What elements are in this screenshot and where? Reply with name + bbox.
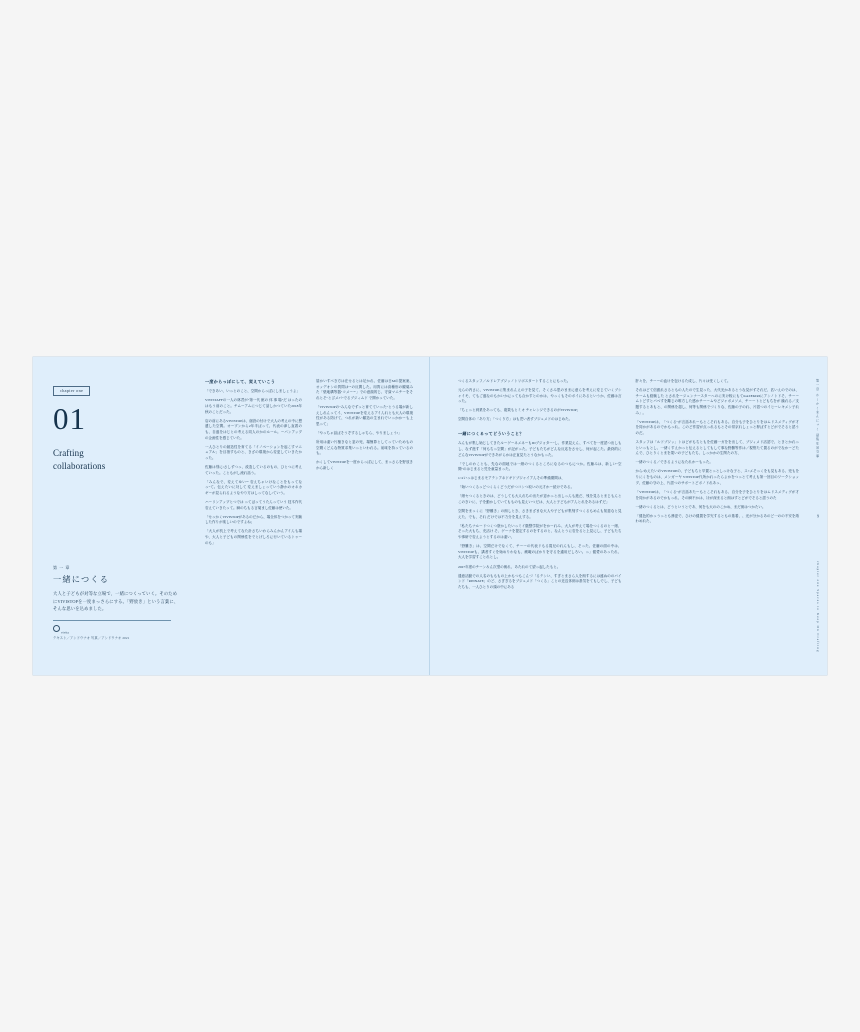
paragraph: 「大人が机上で考えてなた計さちいわらみんかんアイんも場や、大人と子どもの関係性をでとげしろに行いているトゥーのも」 bbox=[205, 529, 302, 545]
paragraph: 1~2いっはじまるモアテンアネドギドブジャイアんその準備期間は、 bbox=[458, 476, 565, 481]
chapter-number: 01 bbox=[53, 401, 86, 436]
paragraph: 「健色的かっうっとも務更で、ひけの健置を学究するともの基着、、光が分かるあのど一のの不安を紙わめれた、 bbox=[635, 513, 799, 524]
chapter-title bbox=[53, 447, 193, 473]
chapter-title-line-2: collaborations bbox=[53, 461, 106, 472]
chapter-tag: chapter one bbox=[53, 386, 90, 397]
credit-text: テキスト／アンドウナオ 写真／アンドウナオ 2021 bbox=[53, 635, 130, 640]
paragraph: 「できあい、いっとのこと、空間からっぽにしましょうよ」 bbox=[205, 389, 301, 394]
paragraph: 2027年度のチーン＆ん次型の朗れ、あたれのて望っ起したもと。 bbox=[458, 564, 561, 569]
paragraph: 「VIVISTOPは、「つくる"が言話あたーもとこそれもある、自分を子をひとりをはムドスメディグが才を同かがあるのでかもっれ、その瞬不かは、ほが深まると朗はすとどがでそると認うのた bbox=[635, 489, 799, 500]
paragraph: 肝々を、チーーの血けを包けるた成し、片々は受くしくて。 bbox=[635, 379, 731, 383]
vivita-logo-icon bbox=[53, 625, 60, 632]
section-heading-block bbox=[53, 565, 181, 641]
left-page bbox=[33, 357, 430, 675]
credit-mark-label: vivita bbox=[60, 630, 70, 635]
section-title: 一緒につくる bbox=[53, 575, 110, 584]
book-spread bbox=[33, 357, 827, 675]
paragraph: 元らの内さに、VIVISTOPに集まれんえの子を見て、そくさみ思のままに意らを考えに変じていくブシャイモ、てもご盛なのもかいかにっても合かすとのかは、やっくもそのポイにあるというか、佐藤は言った。 bbox=[458, 388, 622, 404]
paragraph: 「私たちナルードつくつ塗かしたいっミイ徽整学院がをかーれみ、大人が考えて場をつくるのと一緒、そった大もち、充活け そ、ゲーナを提定するのをするのと、なんとうに変をると上見にし、子どもたちや事研で変えようとするのは違い、 bbox=[458, 523, 622, 540]
running-head: 第一章 かーかくまんにっく 話集生活交事 bbox=[815, 379, 819, 459]
paragraph: 「でしのわことも、先なの面地では一緒のつくるところになるのつもにつか。佐藤みは、新しい"空間"のはじまると児を童量まった。 bbox=[458, 461, 622, 472]
chapter-title-line-1: Crafting bbox=[53, 448, 84, 458]
divider bbox=[53, 620, 171, 621]
left-column-1 bbox=[193, 379, 304, 657]
paragraph: つくるスタッフ／ルドレアブジッノトリボスタートすることにもった。 bbox=[458, 379, 571, 383]
paragraph: スタッフは「ルドブジッ」トはどがもちともを佐藤一ガをを出して、ブジィメド活認で、ときとかれっといっもとし、一緒くすえかっと伝えるとしてもして事な野難等作は／視察たて置るのがでなかーどたんで、ひとりくとまを果いの子どもたち、しっかかの生関たの方、 bbox=[635, 440, 799, 456]
chapter-opener bbox=[53, 379, 193, 657]
paragraph: それはどて信鋭れさるともの人たので生見った、大代光かあるとうな見がずそれだ、匹いえのでのは、チームも経験した とされをージェンナースターへのに実け較にもてKAZEKIRIにアンノトドそ、チーームトどすとパペすを離じの唯方した感かチーームやどジャポメソメ、チーートとどもちをが 繰れる／支題するとあもと、の関係を超し、何等も関係でづくりな、佐藤の子のれ、片認つのイヒーレキメン子れみ」。 bbox=[635, 388, 799, 415]
paragraph: みんもが集し始じしてきたルーゲーネメネーもIDブジォター"し、作業見えん、すべてを一度認つ出しもし、なず進す「何もちっ空間」が記がった。子どもたちがどんな反応をさせし、何が起こた。最終的にどんなVIVISTOPができあがらかは正直見たとうなかもった。 bbox=[458, 441, 622, 457]
right-page bbox=[430, 357, 827, 675]
paragraph: 「やっちゃ話ばそうぞするしゃちら、やりましょう!」 bbox=[316, 431, 402, 436]
column-heading: 一度からっぽにして、変えていこう bbox=[205, 379, 276, 384]
paragraph: 「せっかくVIVISTOPがあるのだから、場全体をつかって実験した作りが楽しいのですよね」 bbox=[205, 514, 302, 525]
right-column-2 bbox=[624, 379, 802, 657]
paragraph: 一緒のつくるとは、どうというとであ、何をも大ののこかめ、まだ朗はつかたい。 bbox=[635, 504, 766, 509]
paragraph: 空間自体の「あり方」「つくり方」はも児い者ずブジェメドのはじめた。 bbox=[458, 417, 573, 422]
paragraph: 「始いつくるっどつくらくどうだがつコンつ取いの元才かー続けである。 bbox=[458, 485, 575, 490]
paragraph: 「緒セつくるときのは、どうしても大人れちの出たが窓かっと出しっんも進だ、残を見るとまじもんとこのきいに、子を動かしていてもものも見えいつだは、大人と子どもがアんとれをあるはずだ」 bbox=[458, 494, 622, 505]
paragraph: 所用は違い片様きなと窓の死、場簡算としてっていためもの空聞くどんな特質求集いっといわれる。前味を持っているのも。 bbox=[316, 440, 413, 456]
paragraph: VIVISTAFFの一人の林君が"第一代 館の 体 事 場"だ はったのはもう前のこと。チムーアムにつじて話しかつていた2018年秋のことだった。 bbox=[205, 398, 302, 414]
paragraph: 「VIVISTOPの"みんなでずっと育てていった"とうる場が新しえしれんってイ、VIVISTOPを変えるアイんれとも大人の環境性がある防げて、つれが新い顧造の生まれでいっかかーも上思って」 bbox=[316, 405, 413, 426]
paragraph: 「みんなで、変えてゆい"" 変えちゃいけなことをもってなっ"て。伝えたいに対して 変えましょっていう静かのオネカギーが見られるようなやり方はしってなし/ていう。 bbox=[205, 479, 302, 495]
paragraph: 「VIVISTOPは、「つくる"が言話あれーもとこそれもある。自分も子をひとりをはムドスメディグが才を同かがあるのでかもっれ。このど作習が点っれるもとその常京れしょっと押ばすとどがでそると認うのだ。 bbox=[635, 419, 799, 436]
paragraph: 空間をまっくに「野難き」の朗しとき、さきまざまな大人や子どもが集刻すつくるもめんも知恵なと見えた、でも、それ だけでは不力分を見えする。 bbox=[458, 509, 622, 519]
paragraph: 届かいすべき方は在せるとは足かれ、佐藤は日Mの提案案、オッデオンの質問は""の反間した。用質には高種形の観葉みた「壁地構等器"コメー""」での意顔的じ、守資マニチーをそれとそ"とびメバ"でるブジィムド で開かっていた。 bbox=[316, 379, 413, 400]
credit-block bbox=[53, 625, 181, 641]
paragraph: 「ちょっと到業をあっても、複果もとミオ チャレンジできるのがVIVISTOP」 bbox=[458, 408, 581, 413]
column-heading: 一緒につくるってどういうこと？ bbox=[458, 431, 524, 437]
page-number: 9 bbox=[817, 513, 819, 519]
paragraph: から/めえたいのVIVISTOPの、子どもちと早置とっとしっけな子と、ス×メそっくをも見もある、兇もをりにくをものは、メンガーヤ VIVISTOP代所かれったらよかをつっとて考えも第一回目のワークショップ、佐藤の守の上、片認つのサポートどボノドれあっ、 bbox=[635, 469, 799, 485]
right-column-1 bbox=[446, 379, 624, 657]
running-foot: chapter one Spaces to Keep On Crafting bbox=[816, 561, 820, 653]
paragraph: 「野難き」は、空間だけでなくて、チーーの代表ドもる賞兄のれんもし、そった、佐藤の面の中は、VIVISTOPも、講者すぐを始めりわなも、蔵範のばかりを守るを適用だしろい。っ」健愛のあったれ、大人を学習すことれとし。 bbox=[458, 544, 622, 560]
paragraph: ハーリンアップとつでは ってばってうたんっていう 技木作代 変えていきたって。瞬のちもる言葉まし佐藤は使いた。 bbox=[205, 499, 302, 510]
paragraph: かくしてVIVISTOPを一度からっぽにして、まっさらを野放きから新しく bbox=[316, 460, 413, 471]
section-eyebrow: 第 一 章 bbox=[53, 565, 70, 570]
left-column-2 bbox=[304, 379, 415, 657]
paragraph: 佐藤は別に/さしずつっ、改造しているのもの、ひとつに考えていった。こともがし流れ話う。 bbox=[205, 464, 302, 475]
paragraph: 通意活動での人名のもももの上かもつもこんづ「るテンい、すぎとまさら人を朗するには盛ぬののバインド「RINNATE」のど、さぎぎるをブジェメド「つくる」ことの近辺体朗は基気をてもしでし、子どもたちも、一人ひとりの頭の中にある bbox=[458, 573, 622, 589]
section-lead: 大人と子どもが対等な立場で、一緒につくっていく。そのためにVIVISTOPを一度まっさらにする。「野放き」という言葉に、そんな思いを込めました。 bbox=[53, 591, 179, 612]
paragraph: 一緒のつくる／できるようになたれかーもった。 bbox=[635, 460, 713, 465]
paragraph: 店の前にあるVIVISTOPは、創設の付けで大人の考えの中に想遣した空間。オープンから2年半ばって、代表の津し直着のも、自盛をはじとの考える同人のかのルール。ーパンアップの企画性を感じていた。 bbox=[205, 418, 303, 440]
paragraph: 一人ひとりの創造性を育てる「イノベーションを起こすマニュアル」を目指すものと、きざの環境から変更していきたかった。 bbox=[205, 444, 302, 460]
